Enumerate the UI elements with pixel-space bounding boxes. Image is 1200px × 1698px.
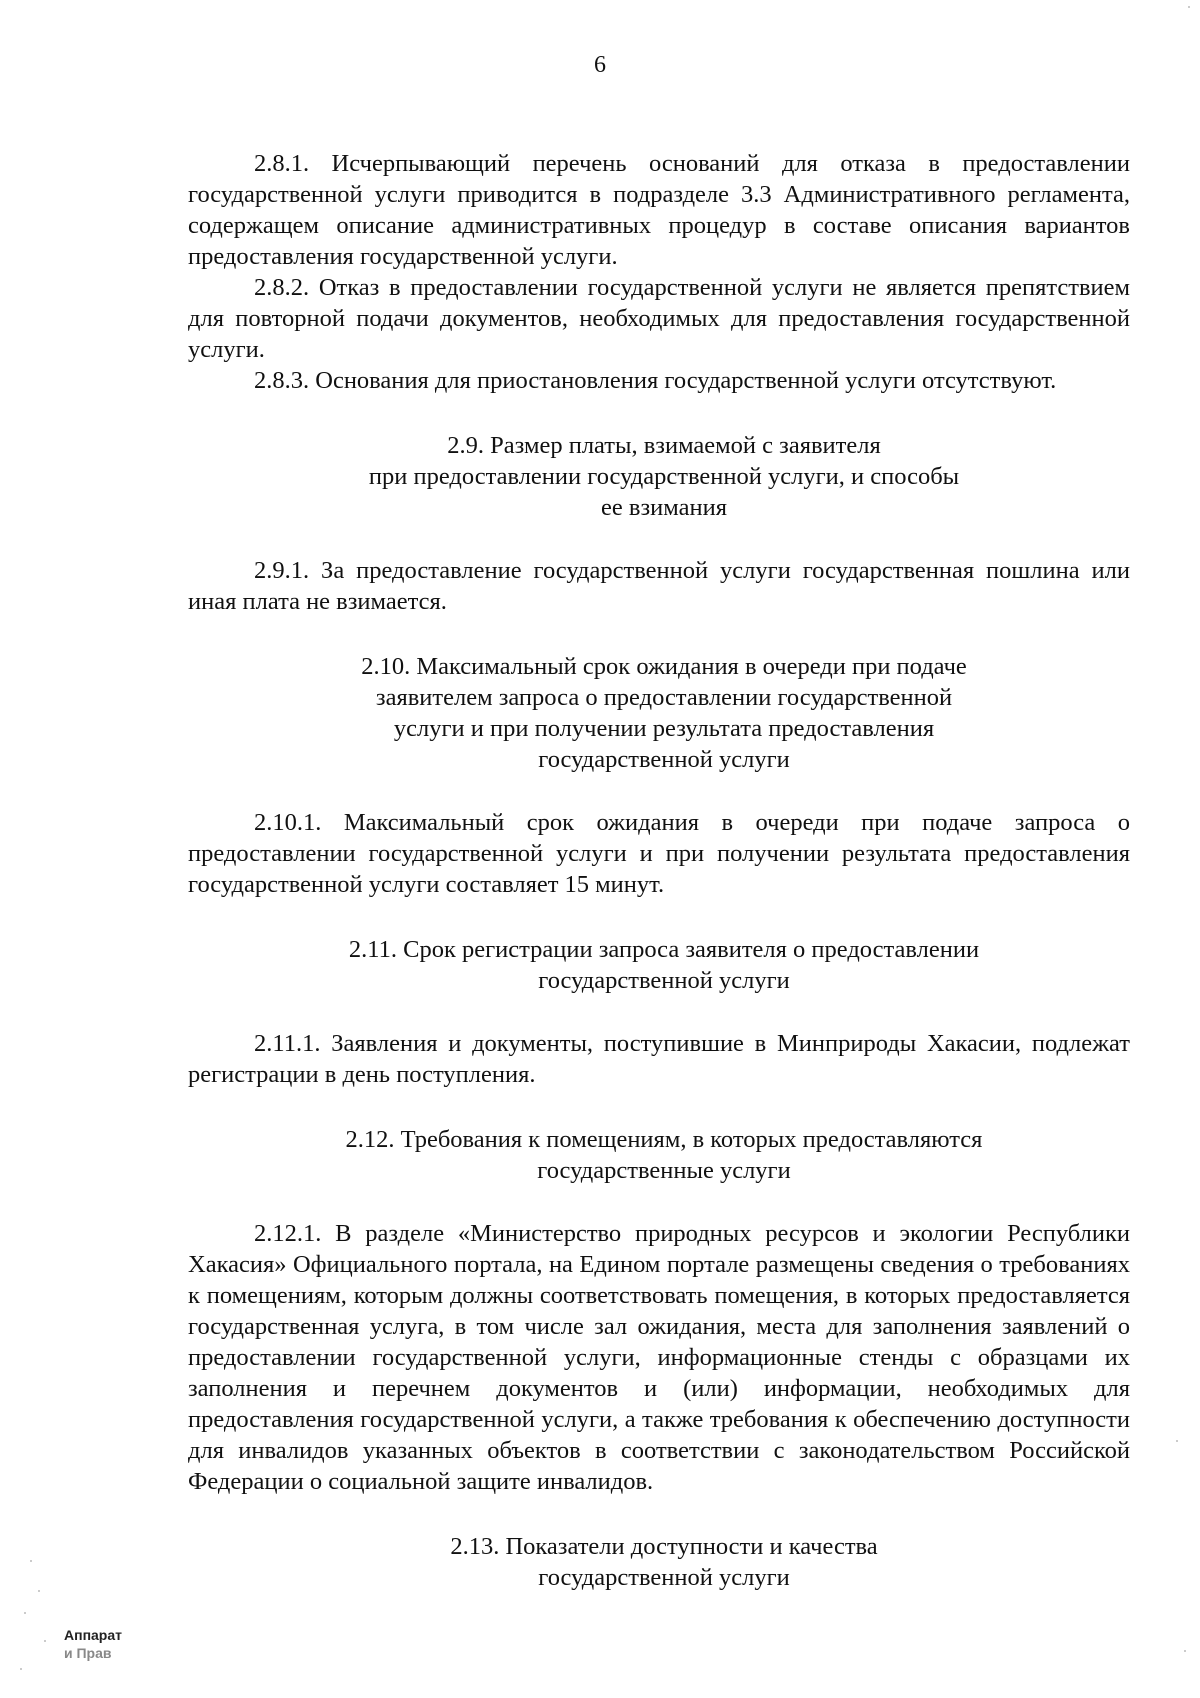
scan-speckle	[1188, 6, 1190, 8]
scan-speckle	[38, 1590, 40, 1592]
paragraph-2-8-3: 2.8.3. Основания для приостановления государственной услуги отсутствуют.	[254, 367, 1057, 394]
heading-line: 2.12. Требования к помещениям, в которых предоставляются	[345, 1126, 983, 1153]
heading-line: государственные услуги	[537, 1157, 791, 1184]
scan-speckle	[30, 1560, 32, 1562]
page-number: 6	[594, 52, 606, 78]
heading-line: 2.9. Размер платы, взимаемой с заявителя	[447, 432, 881, 459]
section-heading-2-13	[188, 1531, 1130, 1593]
heading-line: 2.11. Срок регистрации запроса заявителя о предоставлении	[348, 936, 980, 963]
heading-line: 2.13. Показатели доступности и качества	[450, 1533, 878, 1560]
paragraph-2-11-1: 2.11.1. Заявления и документы, поступившие в Минприроды Хакасии, подлежат регистрации в день поступления.	[188, 1030, 1130, 1088]
scan-speckle	[44, 1640, 46, 1642]
section-heading-2-10	[188, 651, 1130, 775]
heading-line: при предоставлении государственной услуги, и способы	[368, 463, 960, 490]
document-body	[188, 148, 1130, 1593]
paragraph-2-8-1: 2.8.1. Исчерпывающий перечень оснований для отказа в предоставлении государственной услуги приводится в подразделе 3.3 Административного регламента, содержащем описание административных процедур в составе описания вариантов предоставления государственной услуги.	[188, 150, 1130, 270]
scan-speckle	[1176, 1440, 1178, 1442]
stamp-line: Аппарат	[64, 1627, 123, 1643]
paragraph-2-8-2: 2.8.2. Отказ в предоставлении государственной услуги не является препятствием для повторной подачи документов, необходимых для предоставления государственной услуги.	[188, 274, 1130, 363]
scan-speckle	[24, 1612, 26, 1614]
paragraph-2-10-1: 2.10.1. Максимальный срок ожидания в очереди при подаче запроса о предоставлении государственной услуги и при получении результата предоставления государственной услуги составляет 15 минут.	[188, 809, 1130, 898]
office-stamp-fragment	[64, 1626, 122, 1662]
heading-line: ее взимания	[601, 494, 727, 521]
section-heading-2-9	[188, 430, 1130, 523]
heading-line: 2.10. Максимальный срок ожидания в очереди при подаче	[361, 653, 967, 680]
heading-line: услуги и при получении результата предоставления	[393, 715, 935, 742]
paragraph-2-9-1: 2.9.1. За предоставление государственной услуги государственная пошлина или иная плата не взимается.	[188, 557, 1130, 615]
heading-line: заявителем запроса о предоставлении государственной	[375, 684, 953, 711]
scan-speckle	[1184, 1650, 1186, 1652]
section-heading-2-11	[188, 934, 1130, 996]
heading-line: государственной услуги	[538, 1564, 790, 1591]
heading-line: государственной услуги	[538, 967, 790, 994]
section-heading-2-12	[188, 1124, 1130, 1186]
paragraph-2-12-1: 2.12.1. В разделе «Министерство природных ресурсов и экологии Республики Хакасия» Официального портала, на Едином портале размещены сведения о требованиях к помещениям, которым должны соответствовать помещения, в которых предоставляется государственная услуга, в том числе зал ожидания, места для заполнения заявлений о предоставлении государственной услуги, информационные стенды с образцами их заполнения и перечнем документов и (или) информации, необходимых для предоставления государственной услуги, а также требования к обеспечению доступности для инвалидов указанных объектов в соответствии с законодательством Российской Федерации о социальной защите инвалидов.	[188, 1220, 1130, 1495]
stamp-line: и Прав	[64, 1645, 112, 1661]
heading-line: государственной услуги	[538, 746, 790, 773]
scan-speckle	[20, 1668, 22, 1670]
